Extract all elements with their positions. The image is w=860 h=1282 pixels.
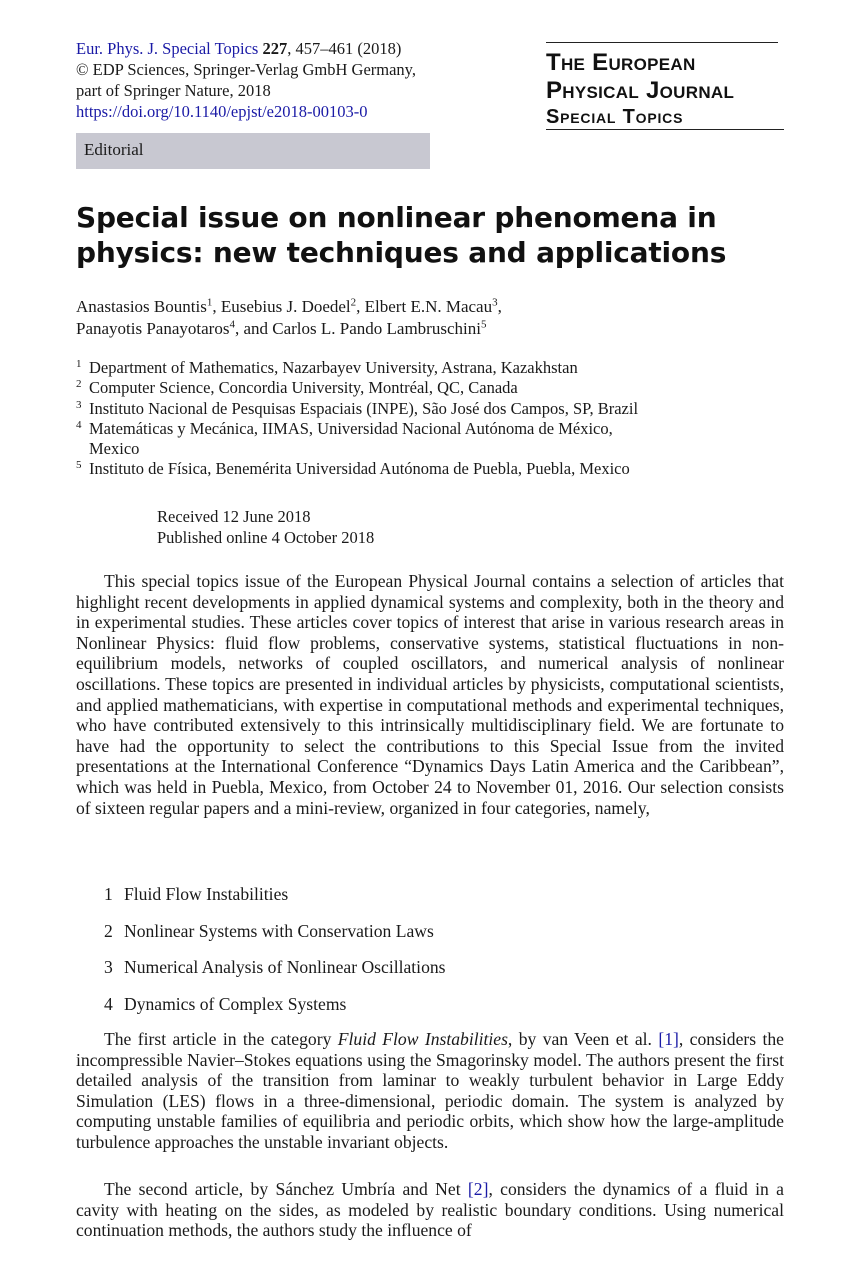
journal-citation-link[interactable]: Eur. Phys. J. Special Topics	[76, 39, 259, 58]
reference-link[interactable]: [2]	[467, 1179, 489, 1199]
author-affiliation-mark: 1	[206, 296, 213, 309]
affiliation-number: 1	[76, 358, 82, 370]
article-title: Special issue on nonlinear phenomena in physics: new techniques and applications	[76, 201, 727, 269]
affiliation-text-continued: Mexico	[89, 439, 140, 459]
author-separator: ,	[212, 297, 221, 316]
paragraph-text: The second article, by Sánchez Umbría and Net	[104, 1179, 468, 1199]
category-number: 1	[104, 884, 113, 904]
affiliation-text: Matemáticas y Mecánica, IIMAS, Universidad Nacional Autónoma de México,	[89, 418, 613, 438]
affiliation-item	[76, 459, 780, 479]
citation-header	[76, 38, 516, 122]
category-label: Fluid Flow Instabilities	[124, 884, 289, 904]
volume-number: 227	[262, 39, 288, 58]
category-number: 4	[104, 994, 113, 1014]
category-label: Dynamics of Complex Systems	[124, 994, 347, 1014]
affiliation-text: Instituto de Física, Benemérita Universidad Autónoma de Puebla, Puebla, Mexico	[89, 459, 630, 479]
category-item	[104, 992, 346, 1016]
affiliation-number: 2	[76, 378, 82, 391]
category-item	[104, 919, 434, 943]
paragraph-text: , considers the dynamics of a fluid in a cavity with heating on the sides, as modeled by realistic boundary conditions. Using numerical continuation methods, the authors study the influence of	[76, 1179, 784, 1241]
affiliation-item	[76, 378, 780, 398]
section-label-box	[76, 133, 430, 169]
author-separator: ,	[356, 297, 365, 316]
category-number: 2	[104, 921, 113, 941]
category-label: Nonlinear Systems with Conservation Laws	[124, 921, 434, 941]
affiliation-item	[76, 419, 780, 460]
affiliation-number: 5	[76, 459, 82, 472]
author-name: Carlos L. Pando Lambruschini	[272, 319, 481, 338]
paragraph-text: The first article in the category	[104, 1029, 338, 1049]
reference-link[interactable]: [1]	[658, 1029, 679, 1049]
affiliation-list	[76, 358, 780, 480]
affiliation-number: 3	[76, 398, 82, 411]
received-date: Received 12 June 2018	[157, 507, 311, 526]
author-name: Panayotis Panayotaros	[76, 319, 230, 338]
author-list	[76, 296, 780, 340]
category-emphasis: Fluid Flow Instabilities	[337, 1029, 508, 1049]
affiliation-text: Department of Mathematics, Nazarbayev University, Astrana, Kazakhstan	[89, 358, 578, 377]
copyright-line-2: part of Springer Nature, 2018	[76, 81, 271, 100]
author-affiliation-mark: 2	[350, 296, 357, 309]
section-label: Editorial	[84, 140, 144, 159]
author-affiliation-mark: 3	[492, 296, 498, 309]
citation-line	[76, 38, 516, 59]
author-name: Elbert E.N. Macau	[364, 297, 493, 316]
category-label: Numerical Analysis of Nonlinear Oscillations	[124, 957, 446, 977]
published-date: Published online 4 October 2018	[157, 527, 375, 547]
body-paragraph	[76, 1029, 784, 1153]
author-separator: , and	[234, 319, 273, 338]
logo-line-3: Special Topics	[546, 106, 684, 128]
category-number: 3	[104, 957, 113, 977]
logo-divider	[546, 129, 784, 130]
logo-line-2: Physical Journal	[546, 77, 735, 104]
logo-line-1: The European	[546, 49, 696, 76]
author-name: Eusebius J. Doedel	[220, 297, 351, 316]
affiliation-text: Computer Science, Concordia University, Montréal, QC, Canada	[89, 378, 518, 398]
affiliation-text: Instituto Nacional de Pesquisas Espaciais (INPE), São José dos Campos, SP, Brazil	[89, 398, 639, 418]
pages-year: , 457–461 (2018)	[287, 39, 402, 58]
author-affiliation-mark: 4	[229, 318, 235, 331]
category-item	[104, 955, 446, 979]
affiliation-item	[76, 399, 780, 419]
author-separator: ,	[497, 297, 502, 316]
journal-logo	[546, 42, 778, 129]
body-paragraph: This special topics issue of the European Physical Journal contains a selection of articles that highlight recent developments in applied dynamical systems and complexity, both in the theory and in experimental studies. These articles cover topics of interest that arise in various research areas in Nonlinear Physics: fluid flow problems, conservative systems, statistical fluctuations in non-equilibrium models, networks of coupled oscillators, and numerical analysis of nonlinear oscillations. These topics are presented in individual articles by physicists, computational scientists, and applied mathematicians, with expertise in computational methods and experimental techniques, who have contributed extensively to this intrinsically multidisciplinary field. We are fortunate to have had the opportunity to select the contributions to this Special Issue from the invited presentations at the International Conference “Dynamics Days Latin America and the Caribbean”, which was held in Puebla, Mexico, from October 24 to November 01, 2016. Our selection consists of sixteen regular papers and a mini-review, organized in four categories, namely,	[76, 571, 784, 818]
affiliation-number: 4	[76, 418, 82, 431]
doi-link[interactable]: https://doi.org/10.1140/epjst/e2018-00103-0	[76, 102, 368, 121]
copyright-line: © EDP Sciences, Springer-Verlag GmbH Germany,	[76, 60, 416, 79]
category-item	[104, 882, 288, 906]
affiliation-item	[76, 358, 780, 378]
article-dates	[157, 507, 374, 548]
body-paragraph	[76, 1179, 784, 1241]
paragraph-text: , by van Veen et al.	[507, 1029, 659, 1049]
paragraph-text: , considers the incompressible Navier–Stokes equations using the Smagorinsky model. The authors present the first detailed analysis of the transition from laminar to weakly turbulent behavior in Large Eddy Simulation (LES) flows in a three-dimensional, periodic domain. The system is analyzed by computing unstable families of equilibria and periodic orbits, which show how the large-amplitude turbulence approaches the unstable invariant objects.	[76, 1029, 784, 1152]
author-name: Anastasios Bountis	[76, 297, 207, 316]
author-affiliation-mark: 5	[480, 318, 487, 331]
